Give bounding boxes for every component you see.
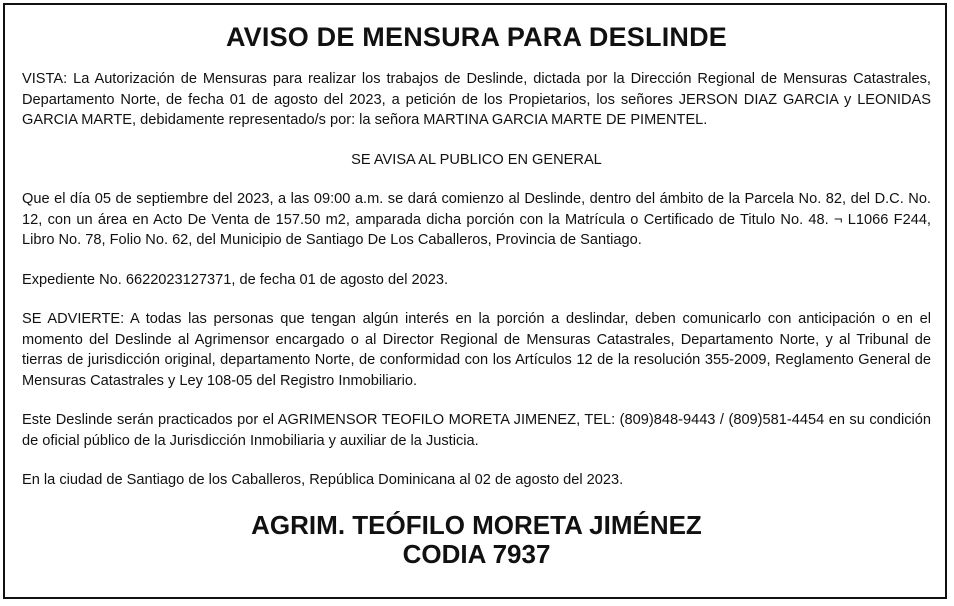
- signature-name: AGRIM. TEÓFILO MORETA JIMÉNEZ: [251, 509, 702, 540]
- notice-title: AVISO DE MENSURA PARA DESLINDE: [225, 22, 728, 52]
- public-announcement: SE AVISA AL PUBLICO EN GENERAL: [351, 151, 602, 168]
- surveyor-paragraph: Este Deslinde serán practicados por el AGRIMENSOR TEOFILO MORETA JIMENEZ, TEL: (809)848-9443 / (809)581-4454 en su condición de oficial público de la Jurisdicción Inmobiliaria y auxiliar de la Justicia.: [22, 412, 931, 449]
- warning-paragraph: SE ADVIERTE: A todas las personas que tengan algún interés en la porción a deslindar, deben comunicarlo con anticipación o en el momento del Deslinde al Agrimensor encargado o al Director Regional de Mensuras Catastrales, Departamento Norte, y al Tribunal de tierras de jurisdicción original, departamento Norte, de conformidad con los Artículos 12 de la resolución 355-2009, Reglamento General de Mensuras Catastrales y Ley 108-05 del Registro Inmobiliario.: [22, 311, 931, 389]
- place-date-paragraph: En la ciudad de Santiago de los Caballeros, República Dominicana al 02 de agosto del 2023.: [22, 472, 624, 488]
- survey-notice: [3, 3, 947, 599]
- schedule-paragraph: Que el día 05 de septiembre del 2023, a las 09:00 a.m. se dará comienzo al Deslinde, dentro del ámbito de la Parcela No. 82, del D.C. No. 12, con un área en Acto De Venta de 157.50 m2, amparada dicha porción con la Matrícula o Certificado de Titulo No. 48. ¬ L1066 F244, Libro No. 78, Folio No. 62, del Municipio de Santiago De Los Caballeros, Provincia de Santiago.: [22, 191, 931, 248]
- vista-paragraph: VISTA: La Autorización de Mensuras para realizar los trabajos de Deslinde, dictada por la Dirección Regional de Mensuras Catastrales, Departamento Norte, de fecha 01 de agosto del 2023, a petición de los Propietarios, los señores JERSON DIAZ GARCIA y LEONIDAS GARCIA MARTE, debidamente representado/s por: la señora MARTINA GARCIA MARTE DE PIMENTEL.: [22, 71, 931, 128]
- signature-codia: CODIA 7937: [402, 538, 551, 569]
- file-number-paragraph: Expediente No. 6622023127371, de fecha 01 de agosto del 2023.: [22, 271, 449, 288]
- signature-block: [22, 511, 931, 569]
